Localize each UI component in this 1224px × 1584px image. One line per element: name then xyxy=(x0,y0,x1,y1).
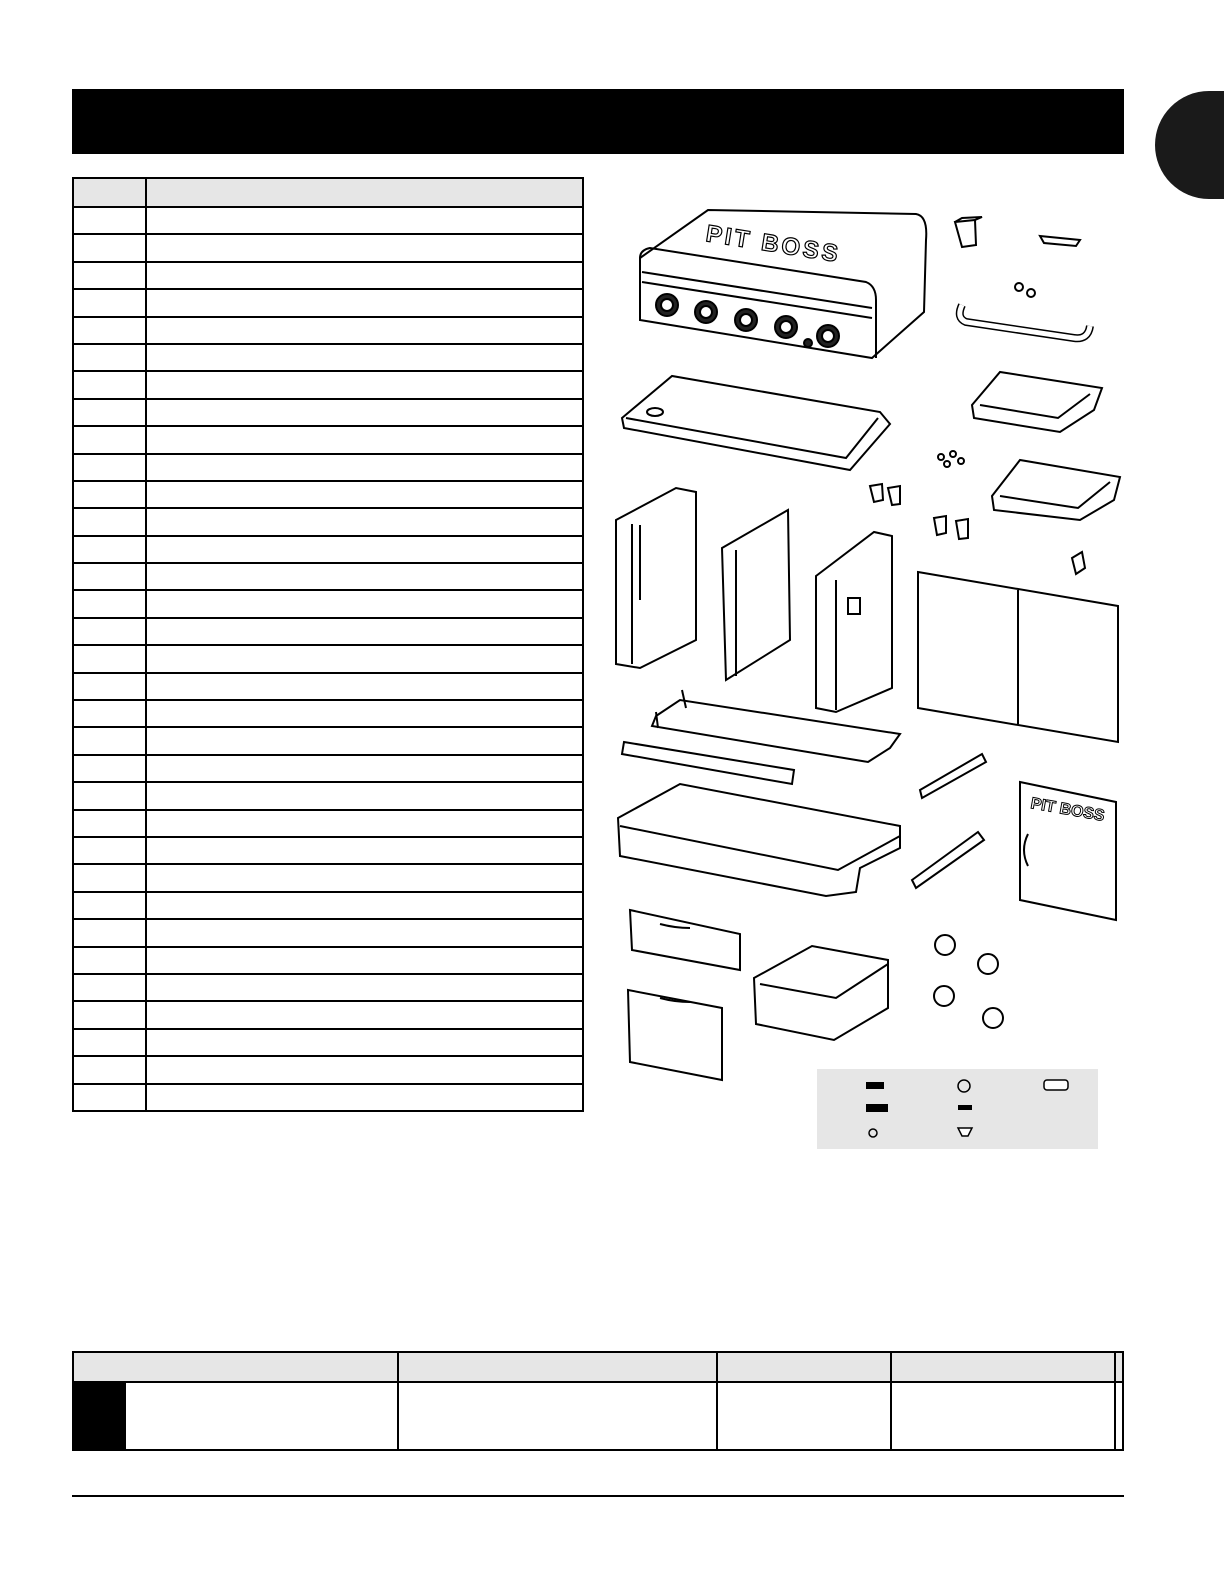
part-number-cell xyxy=(73,262,146,289)
part-description-cell xyxy=(146,1084,583,1111)
parts-table-row xyxy=(73,262,583,289)
parts-col-number xyxy=(73,178,146,207)
part-number-cell xyxy=(73,563,146,590)
part-number-cell xyxy=(73,481,146,508)
parts-table-row xyxy=(73,371,583,398)
part-description-cell xyxy=(146,289,583,316)
part-description-cell xyxy=(146,947,583,974)
part-number-cell xyxy=(73,536,146,563)
part-number-cell xyxy=(73,837,146,864)
griddle-plate-part xyxy=(622,376,890,470)
part-number-cell xyxy=(73,207,146,234)
part-description-cell xyxy=(146,1056,583,1083)
part-number-cell xyxy=(73,508,146,535)
parts-table-row xyxy=(73,645,583,672)
parts-table-row xyxy=(73,317,583,344)
griddle-logo: PIT BOSS xyxy=(704,220,843,269)
parts-table-row xyxy=(73,727,583,754)
parts-table-row xyxy=(73,700,583,727)
hardware-kit-box xyxy=(817,1069,1098,1149)
section-tab xyxy=(1155,91,1224,199)
door-handle-part xyxy=(920,754,986,798)
part-number-cell xyxy=(73,974,146,1001)
bottom-col-2 xyxy=(398,1352,717,1382)
part-number-cell xyxy=(73,317,146,344)
parts-table-row xyxy=(73,1001,583,1028)
part-description-cell xyxy=(146,317,583,344)
parts-table-row xyxy=(73,1056,583,1083)
parts-table-row xyxy=(73,782,583,809)
part-description-cell xyxy=(146,1029,583,1056)
parts-table-row xyxy=(73,590,583,617)
part-description-cell xyxy=(146,727,583,754)
part-description-cell xyxy=(146,344,583,371)
part-description-cell xyxy=(146,673,583,700)
part-number-cell xyxy=(73,700,146,727)
door-rod-part xyxy=(912,832,984,888)
drawer-panel-part xyxy=(628,990,722,1080)
bottom-table-header xyxy=(73,1352,1123,1382)
parts-table-row xyxy=(73,536,583,563)
parts-table-row xyxy=(73,892,583,919)
rear-panel-part xyxy=(918,572,1118,742)
parts-table-row xyxy=(73,947,583,974)
part-number-cell xyxy=(73,1084,146,1111)
part-description-cell xyxy=(146,399,583,426)
part-number-cell xyxy=(73,289,146,316)
part-number-cell xyxy=(73,234,146,261)
grease-cup-part xyxy=(955,217,982,247)
part-description-cell xyxy=(146,892,583,919)
part-description-cell xyxy=(146,371,583,398)
casters-part xyxy=(934,935,1003,1028)
parts-col-description xyxy=(146,178,583,207)
part-number-cell xyxy=(73,810,146,837)
part-number-cell xyxy=(73,399,146,426)
side-shelf-part xyxy=(972,372,1102,432)
part-number-cell xyxy=(73,673,146,700)
parts-table-row xyxy=(73,1084,583,1111)
part-description-cell xyxy=(146,1001,583,1028)
bottom-col-3 xyxy=(717,1352,891,1382)
parts-table-row xyxy=(73,344,583,371)
part-description-cell xyxy=(146,700,583,727)
parts-table-row xyxy=(73,399,583,426)
part-number-cell xyxy=(73,919,146,946)
part-description-cell xyxy=(146,919,583,946)
parts-table-row xyxy=(73,1029,583,1056)
parts-table-row xyxy=(73,563,583,590)
hinge-brackets-part xyxy=(870,484,968,539)
part-description-cell xyxy=(146,837,583,864)
part-number-cell xyxy=(73,1056,146,1083)
clip-part xyxy=(1072,552,1085,574)
center-panel-part xyxy=(722,510,790,680)
parts-table-header xyxy=(73,178,583,207)
part-number-cell xyxy=(73,426,146,453)
bottom-cell xyxy=(398,1382,717,1450)
part-number-cell xyxy=(73,755,146,782)
parts-table-row xyxy=(73,755,583,782)
side-shelf-part xyxy=(992,460,1120,520)
header-bar xyxy=(72,89,1124,154)
part-description-cell xyxy=(146,618,583,645)
part-description-cell xyxy=(146,755,583,782)
part-description-cell xyxy=(146,563,583,590)
part-number-cell xyxy=(73,645,146,672)
part-number-cell xyxy=(73,782,146,809)
part-description-cell xyxy=(146,426,583,453)
parts-table-row xyxy=(73,837,583,864)
left-side-panel-part xyxy=(616,488,696,668)
part-description-cell xyxy=(146,234,583,261)
parts-table-row xyxy=(73,481,583,508)
parts-table-row xyxy=(73,618,583,645)
part-description-cell xyxy=(146,508,583,535)
part-number-cell xyxy=(73,344,146,371)
part-description-cell xyxy=(146,262,583,289)
vent-rail-part xyxy=(622,742,794,784)
part-description-cell xyxy=(146,810,583,837)
part-number-cell xyxy=(73,454,146,481)
parts-table-row xyxy=(73,919,583,946)
drawer-box-part xyxy=(754,946,888,1040)
parts-table-row xyxy=(73,974,583,1001)
bottom-marker-cell xyxy=(73,1382,125,1450)
part-description-cell xyxy=(146,590,583,617)
cabinet-base-part xyxy=(618,784,900,896)
part-number-cell xyxy=(73,618,146,645)
nuts-part xyxy=(1015,283,1035,297)
parts-table-row xyxy=(73,454,583,481)
parts-table-row xyxy=(73,508,583,535)
parts-table-row xyxy=(73,234,583,261)
parts-table-row xyxy=(73,426,583,453)
part-description-cell xyxy=(146,974,583,1001)
exploded-parts-diagram xyxy=(600,195,1140,1160)
part-number-cell xyxy=(73,1001,146,1028)
part-description-cell xyxy=(146,864,583,891)
bottom-cell xyxy=(125,1382,398,1450)
bottom-col-5 xyxy=(1115,1352,1123,1382)
right-side-panel-part xyxy=(816,532,892,712)
bottom-cell xyxy=(717,1382,891,1450)
bottom-table-row xyxy=(73,1382,1123,1450)
bottom-cell xyxy=(891,1382,1115,1450)
part-number-cell xyxy=(73,892,146,919)
bottom-col-4 xyxy=(891,1352,1115,1382)
parts-table-row xyxy=(73,810,583,837)
parts-table-row xyxy=(73,673,583,700)
footer-rule xyxy=(72,1495,1124,1497)
handle-bar-part xyxy=(960,305,1090,338)
drawer-front-part xyxy=(630,910,740,970)
bottom-table xyxy=(72,1351,1124,1451)
part-description-cell xyxy=(146,207,583,234)
part-number-cell xyxy=(73,371,146,398)
griddle-head-part xyxy=(640,210,926,358)
parts-table-row xyxy=(73,289,583,316)
door-logo: PIT BOSS xyxy=(1029,795,1106,825)
parts-list-table xyxy=(72,177,584,1112)
cabinet-door-part xyxy=(1020,782,1116,920)
part-description-cell xyxy=(146,645,583,672)
part-number-cell xyxy=(73,864,146,891)
parts-table-row xyxy=(73,207,583,234)
part-description-cell xyxy=(146,481,583,508)
bolts-part xyxy=(938,451,964,467)
hook-bracket-part xyxy=(1040,236,1080,246)
part-description-cell xyxy=(146,782,583,809)
part-number-cell xyxy=(73,727,146,754)
part-number-cell xyxy=(73,590,146,617)
part-number-cell xyxy=(73,1029,146,1056)
part-number-cell xyxy=(73,947,146,974)
bottom-cell xyxy=(1115,1382,1123,1450)
part-description-cell xyxy=(146,454,583,481)
bottom-col-1 xyxy=(73,1352,398,1382)
parts-table-row xyxy=(73,864,583,891)
part-description-cell xyxy=(146,536,583,563)
